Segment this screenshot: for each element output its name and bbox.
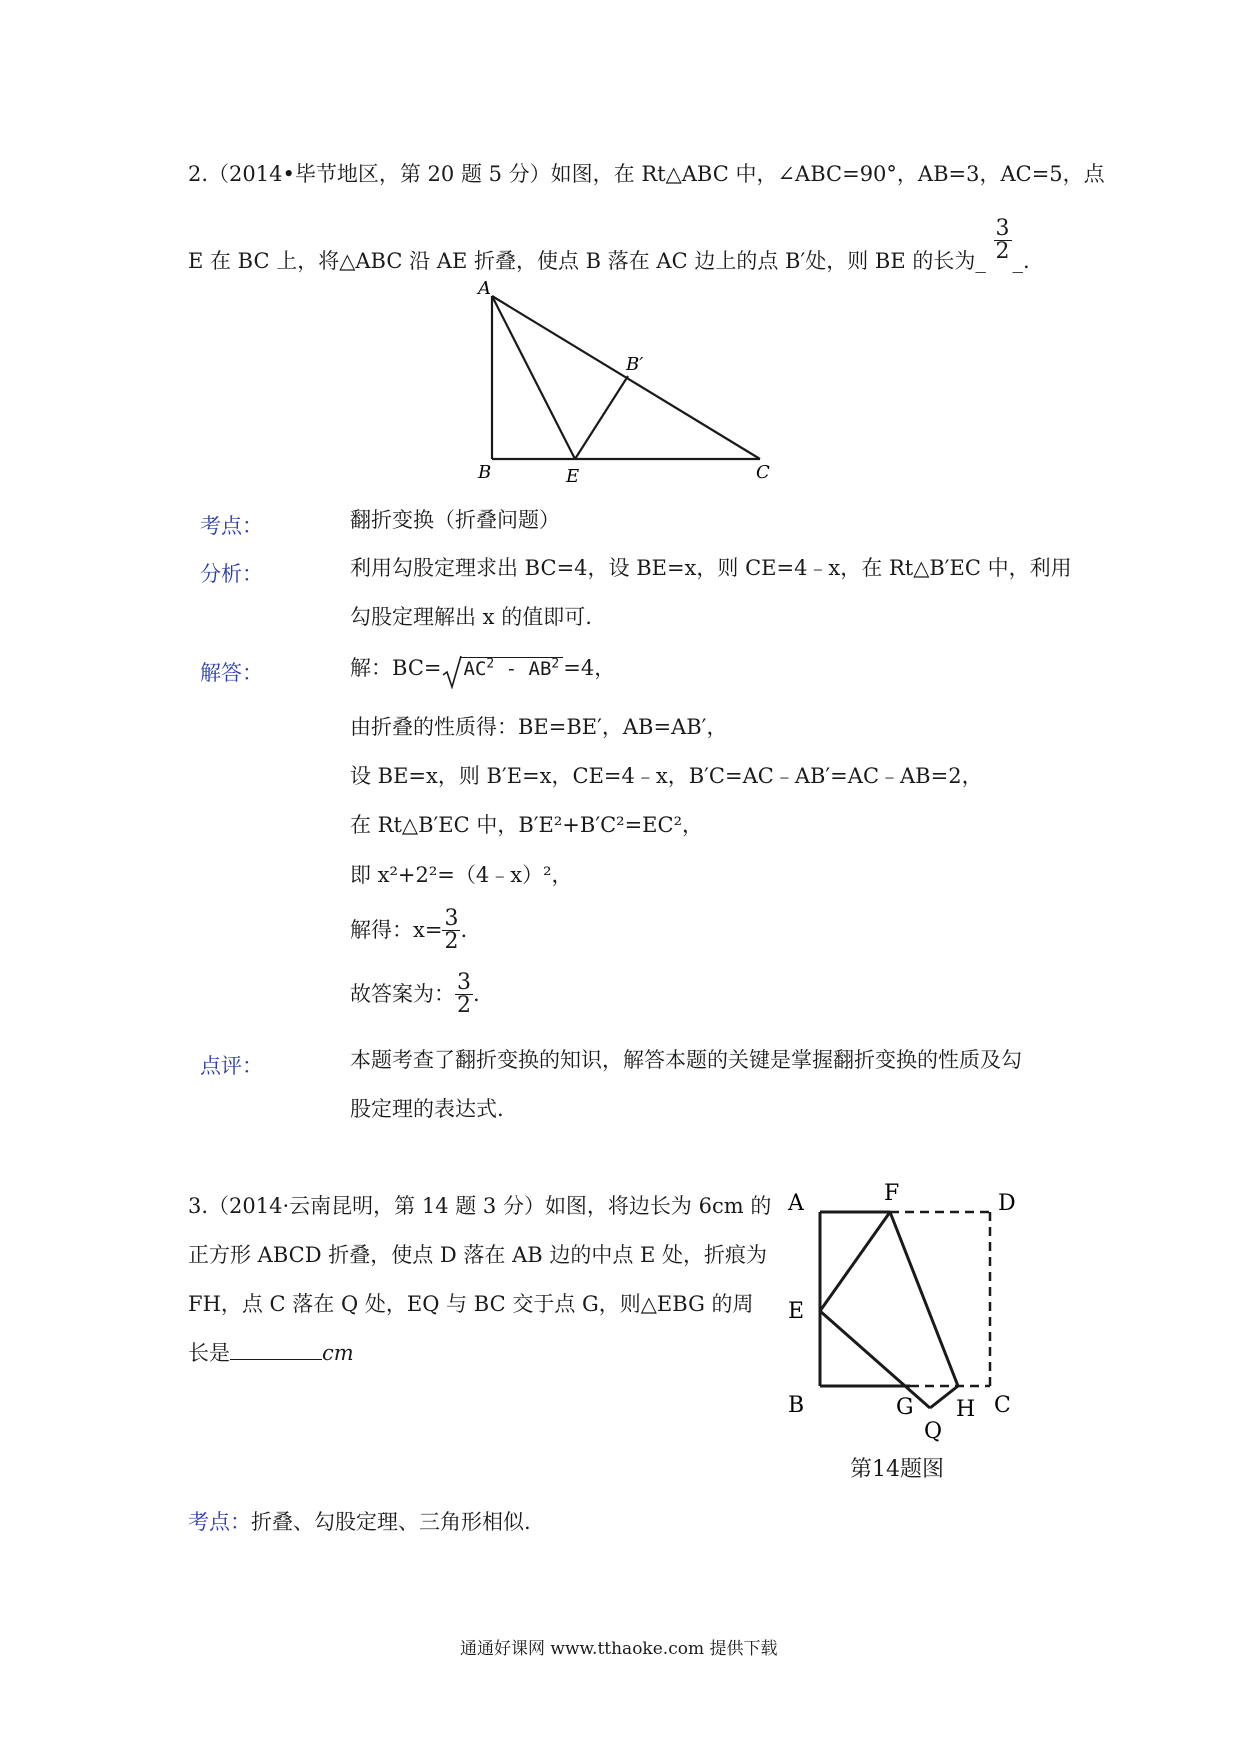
q2-jieda-line6-prefix: 解得：x= bbox=[350, 918, 443, 942]
q2-statement-line2-end: _. bbox=[1012, 249, 1030, 273]
page-footer: 通通好课网 www.tthaoke.com 提供下载 bbox=[460, 1639, 778, 1659]
q2-jieda-line7-suffix: . bbox=[473, 982, 480, 1006]
q2-answer-numerator: 3 bbox=[995, 216, 1010, 241]
q2-dianping-label: 点评： bbox=[200, 1054, 263, 1078]
q2-jieda-line6-suffix: . bbox=[460, 918, 468, 942]
q2-answer-final-numerator: 3 bbox=[457, 970, 471, 995]
q2-solution-denominator: 2 bbox=[444, 929, 459, 954]
q2-answer-fraction bbox=[994, 218, 1012, 263]
q3-figure-caption: 第14题图 bbox=[850, 1457, 944, 1482]
q3-point-h: H bbox=[956, 1397, 976, 1422]
q3-point-e: E bbox=[788, 1299, 805, 1324]
q2-kaodian-label: 考点： bbox=[200, 514, 263, 538]
q2-sqrt-expression bbox=[442, 657, 564, 679]
q3-point-b: B bbox=[788, 1393, 805, 1418]
q3-statement-line2: 正方形 ABCD 折叠，使点 D 落在 AB 边的中点 E 处，折痕为 bbox=[188, 1243, 768, 1267]
q2-jieda-line1-suffix: =4， bbox=[563, 656, 616, 680]
q2-radicand-ac: AC bbox=[463, 658, 487, 680]
q2-point-e: E bbox=[566, 466, 580, 484]
q3-segment-fe bbox=[820, 1212, 890, 1311]
q3-point-a: A bbox=[788, 1191, 804, 1216]
q3-square-figure bbox=[780, 1180, 1040, 1470]
q3-statement-line4-prefix: 长是 bbox=[188, 1341, 230, 1365]
q2-jieda-line1 bbox=[350, 657, 615, 679]
q2-statement-line1: 2.（2014•毕节地区，第 20 题 5 分）如图，在 Rt△ABC 中，∠ABC=90°，AB=3，AC=5，点 bbox=[188, 162, 1105, 186]
q2-solution-fraction bbox=[442, 908, 460, 953]
q2-radicand-ac-sup: 2 bbox=[486, 656, 495, 672]
q3-point-f: F bbox=[884, 1181, 900, 1206]
q3-segment-eq bbox=[820, 1311, 930, 1408]
q2-triangle-figure bbox=[470, 274, 790, 484]
q3-statement-line3: FH，点 C 落在 Q 处，EQ 与 BC 交于点 G，则△EBG 的周 bbox=[188, 1292, 754, 1316]
q3-statement-line4 bbox=[188, 1343, 354, 1364]
q2-answer-final-fraction bbox=[455, 972, 473, 1017]
q2-jieda-line2: 由折叠的性质得：BE=BE′，AB=AB′， bbox=[350, 715, 728, 739]
q2-jieda-line1-prefix: 解：BC= bbox=[350, 656, 442, 680]
q2-jieda-label: 解答： bbox=[200, 661, 263, 685]
q2-jieda-line6 bbox=[350, 908, 467, 953]
q3-kaodian bbox=[188, 1512, 531, 1533]
q2-segment-eb-prime bbox=[575, 376, 628, 459]
q3-point-c: C bbox=[994, 1393, 1011, 1418]
q2-jieda-line3: 设 BE=x，则 B′E=x，CE=4﹣x，B′C=AC﹣AB′=AC﹣AB=2， bbox=[350, 764, 983, 788]
q3-point-d: D bbox=[998, 1191, 1016, 1216]
q2-radicand-ab: - AB bbox=[494, 658, 552, 680]
q3-statement-line4-suffix: cm bbox=[322, 1341, 354, 1365]
q3-kaodian-text: 折叠、勾股定理、三角形相似. bbox=[251, 1510, 531, 1534]
q2-kaodian-text: 翻折变换（折叠问题） bbox=[350, 508, 560, 532]
q3-point-q: Q bbox=[924, 1419, 943, 1444]
q2-jieda-line7-prefix: 故答案为： bbox=[350, 982, 455, 1006]
q2-jieda-line5: 即 x²+2²=（4﹣x）²， bbox=[350, 863, 573, 887]
q2-point-b-prime: B′ bbox=[626, 354, 644, 375]
q2-point-c: C bbox=[756, 462, 770, 483]
q2-answer-denominator: 2 bbox=[995, 239, 1010, 264]
q2-dianping-line2: 股定理的表达式. bbox=[350, 1097, 504, 1121]
q3-point-g: G bbox=[896, 1395, 914, 1420]
q2-point-a: A bbox=[478, 278, 491, 299]
q2-solution-numerator: 3 bbox=[444, 906, 459, 931]
q3-kaodian-label: 考点： bbox=[188, 1510, 251, 1534]
q3-segment-qh bbox=[930, 1386, 958, 1408]
q2-radical-sign bbox=[442, 655, 462, 689]
q2-jieda-line4: 在 Rt△B′EC 中，B′E²+B′C²=EC²， bbox=[350, 813, 703, 837]
q3-statement-line1: 3.（2014·云南昆明，第 14 题 3 分）如图，将边长为 6cm 的 bbox=[188, 1194, 772, 1218]
q2-radicand-ab-sup: 2 bbox=[551, 656, 560, 672]
q2-fenxi-line1: 利用勾股定理求出 BC=4，设 BE=x，则 CE=4﹣x，在 Rt△B′EC 中，利用 bbox=[350, 556, 1072, 580]
q2-fenxi-label: 分析： bbox=[200, 562, 263, 586]
q2-dianping-line1: 本题考查了翻折变换的知识，解答本题的关键是掌握翻折变换的性质及勾 bbox=[350, 1048, 1022, 1072]
q3-segment-fh bbox=[890, 1212, 958, 1386]
q2-jieda-line7 bbox=[350, 972, 480, 1017]
q2-fenxi-line2: 勾股定理解出 x 的值即可. bbox=[350, 605, 592, 629]
q2-answer-final-denominator: 2 bbox=[457, 993, 471, 1018]
q2-statement-line2-text: E 在 BC 上，将△ABC 沿 AE 折叠，使点 B 落在 AC 边上的点 B′处，则 BE 的长为_ bbox=[188, 249, 986, 273]
q3-answer-blank bbox=[230, 1358, 322, 1360]
q2-point-b: B bbox=[478, 462, 492, 483]
